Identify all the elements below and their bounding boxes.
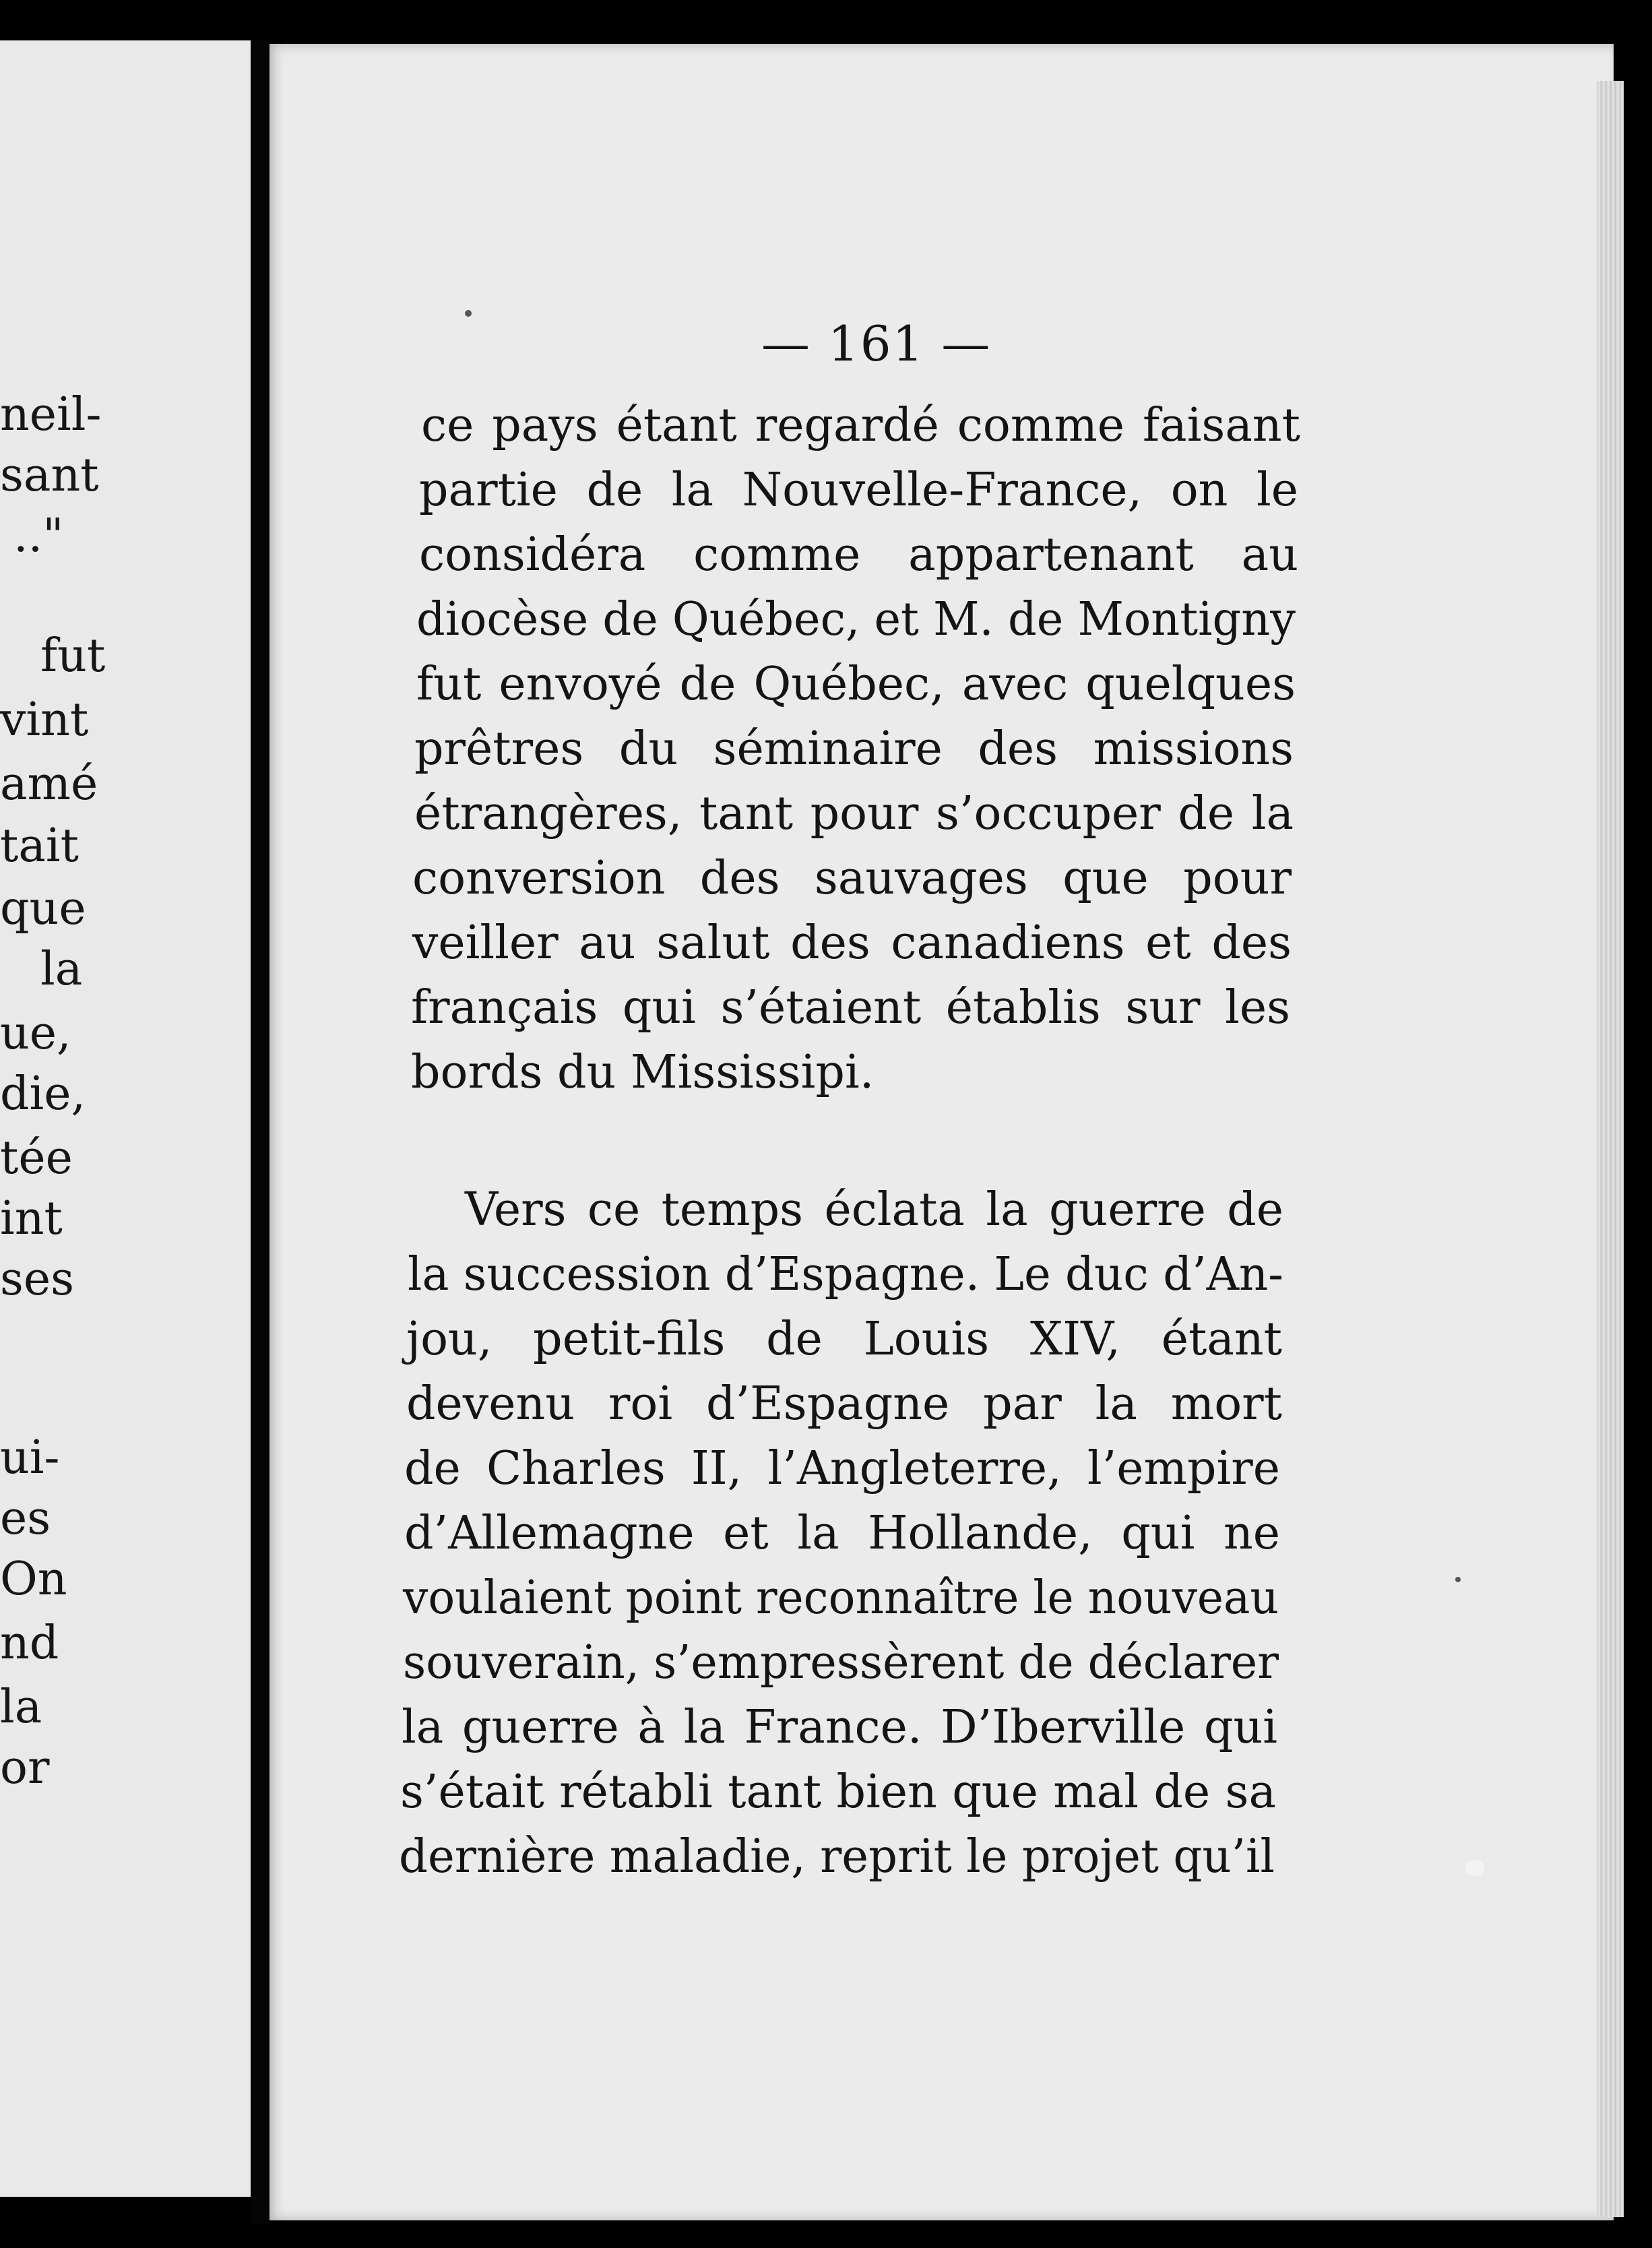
left-page-fragment: tait — [0, 819, 79, 873]
left-page-fragment: tée — [0, 1131, 73, 1185]
paragraph-1-line: partie de la Nouvelle-France, on le — [419, 464, 1298, 517]
paragraph-1-line: ce pays étant regardé comme faisant — [421, 399, 1300, 452]
left-page-fragment: que — [0, 882, 86, 935]
book-gutter — [251, 40, 269, 2224]
paragraph-1-line: français qui s’étaient établis sur les — [411, 981, 1290, 1034]
paragraph-1-line: étrangères, tant pour s’occuper de la — [414, 787, 1294, 840]
left-page-fragment: nd — [0, 1617, 59, 1670]
paragraph-1-line: diocèse de Québec, et M. de Montigny — [416, 593, 1296, 646]
paragraph-2-line: souverain, s’empressèrent de déclarer — [403, 1636, 1279, 1689]
left-page-fragment: int — [0, 1192, 63, 1245]
left-page-fragment: amé — [0, 757, 98, 811]
print-speck — [465, 310, 472, 317]
left-page-fragment: or — [0, 1741, 50, 1794]
paragraph-2-line: voulaient point reconnaître le nouveau — [403, 1571, 1279, 1625]
left-page-fragment: die, — [0, 1067, 86, 1121]
left-page-fragment: la — [40, 943, 83, 996]
left-page-fragment: neil- — [0, 388, 102, 441]
paragraph-1-line: considéra comme appartenant au — [419, 528, 1298, 582]
paragraph-2-line: dernière maladie, reprit le projet qu’il — [399, 1830, 1275, 1883]
paragraph-2-line: la succession d’Espagne. Le duc d’An- — [408, 1248, 1283, 1301]
left-page-fragment: On — [0, 1553, 67, 1606]
left-page-fragment: sant — [0, 449, 99, 502]
left-page-fragment: ue, — [0, 1007, 71, 1060]
left-page-fragment: vint — [0, 693, 89, 747]
paragraph-1-line: veiller au salut des canadiens et des — [412, 916, 1292, 970]
left-page-fragment: ui- — [0, 1431, 60, 1485]
paragraph-2-line: d’Allemagne et la Hollande, qui ne — [404, 1507, 1280, 1560]
paragraph-2-line: devenu roi d’Espagne par la mort — [406, 1377, 1282, 1431]
paragraph-1-line: bords du Mississipi. — [411, 1046, 875, 1099]
paragraph-2-line: la guerre à la France. D’Iberville qui — [402, 1701, 1277, 1754]
paragraph-2-line: de Charles II, l’Angleterre, l’empire — [404, 1442, 1280, 1495]
print-speck — [1455, 1577, 1461, 1582]
print-speck — [1465, 1860, 1484, 1876]
paragraph-1-line: conversion des sauvages que pour — [412, 852, 1292, 905]
paragraph-2-line: s’était rétabli tant bien que mal de sa — [400, 1766, 1276, 1819]
left-page-fragment: la — [0, 1681, 42, 1734]
paragraph-1-line: fut envoyé de Québec, avec quelques — [416, 658, 1296, 711]
left-page — [0, 40, 266, 2197]
left-page-fragment: ses — [0, 1253, 75, 1306]
page-number: — 161 — — [761, 315, 992, 372]
paragraph-2-line: Vers ce temps éclata la guerre de — [465, 1183, 1283, 1237]
left-page-fragment: es — [0, 1492, 51, 1545]
page-edge — [1597, 81, 1624, 2217]
paragraph-2-line: jou, petit-fils de Louis XIV, étant — [406, 1313, 1282, 1366]
left-page-fragment: fut — [40, 629, 106, 683]
paragraph-1-line: prêtres du séminaire des missions — [414, 722, 1294, 776]
left-page-fragment: .." — [13, 509, 64, 563]
